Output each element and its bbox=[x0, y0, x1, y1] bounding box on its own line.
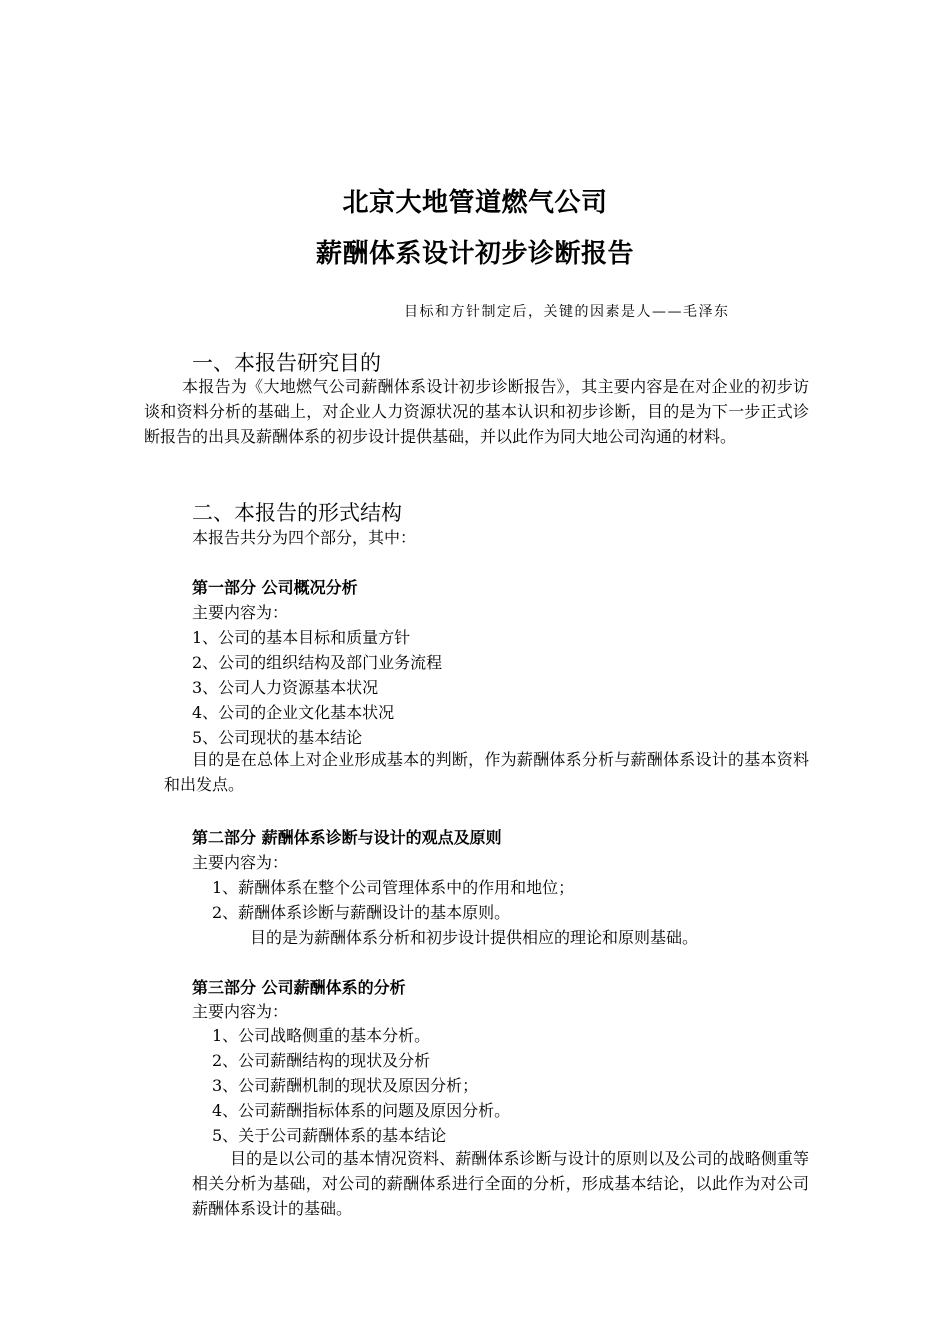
part2-purpose: 目的是为薪酬体系分析和初步设计提供相应的理论和原则基础。 bbox=[250, 928, 699, 947]
part2-item: 2、薪酬体系诊断与薪酬设计的基本原则。 bbox=[212, 903, 511, 922]
part3-item: 5、关于公司薪酬体系的基本结论 bbox=[212, 1126, 447, 1145]
part3-item: 3、公司薪酬机制的现状及原因分析； bbox=[212, 1076, 479, 1095]
part1-purpose: 目的是在总体上对企业形成基本的判断，作为薪酬体系分析与薪酬体系设计的基本资料和出发点。 bbox=[164, 750, 809, 794]
part2-lead: 主要内容为： bbox=[192, 853, 289, 872]
part1-heading: 第一部分 公司概况分析 bbox=[192, 578, 358, 597]
part1-item: 5、公司现状的基本结论 bbox=[192, 728, 363, 747]
part1-item: 3、公司人力资源基本状况 bbox=[192, 678, 379, 697]
part3-item: 2、公司薪酬结构的现状及分析 bbox=[212, 1051, 431, 1070]
section2-intro: 本报告共分为四个部分，其中： bbox=[192, 528, 417, 547]
part1-lead: 主要内容为： bbox=[192, 603, 289, 622]
part3-lead: 主要内容为： bbox=[192, 1002, 289, 1021]
part3-item: 4、公司薪酬指标体系的问题及原因分析。 bbox=[212, 1101, 511, 1120]
part3-purpose: 目的是以公司的基本情况资料、薪酬体系诊断与设计的原则以及公司的战略侧重等相关分析为基础，对公司的薪酬体系进行全面的分析，形成基本结论，以此作为对公司薪酬体系设计的基础。 bbox=[192, 1149, 809, 1218]
part1-item: 2、公司的组织结构及部门业务流程 bbox=[192, 653, 443, 672]
part2-heading: 第二部分 薪酬体系诊断与设计的观点及原则 bbox=[192, 828, 502, 847]
section2-heading: 二、本报告的形式结构 bbox=[192, 501, 402, 525]
epigraph-quote: 目标和方针制定后，关键的因素是人——毛泽东 bbox=[404, 304, 730, 320]
part1-item: 4、公司的企业文化基本状况 bbox=[192, 703, 395, 722]
part2-item: 1、薪酬体系在整个公司管理体系中的作用和地位； bbox=[212, 878, 575, 897]
document-title-line1: 北京大地管道燃气公司 bbox=[342, 188, 608, 218]
section1-body: 本报告为《大地燃气公司薪酬体系设计初步诊断报告》，其主要内容是在对企业的初步访谈和资料分析的基础上，对企业人力资源状况的基本认识和初步诊断，目的是为下一步正式诊断报告的出具及薪酬体系的初步设计提供基础，并以此作为同大地公司沟通的材料。 bbox=[144, 377, 809, 446]
document-title-line2: 薪酬体系设计初步诊断报告 bbox=[315, 239, 634, 269]
section1-heading: 一、本报告研究目的 bbox=[192, 351, 381, 375]
part1-item: 1、公司的基本目标和质量方针 bbox=[192, 628, 411, 647]
part3-heading: 第三部分 公司薪酬体系的分析 bbox=[192, 978, 406, 997]
part3-item: 1、公司战略侧重的基本分析。 bbox=[212, 1026, 431, 1045]
